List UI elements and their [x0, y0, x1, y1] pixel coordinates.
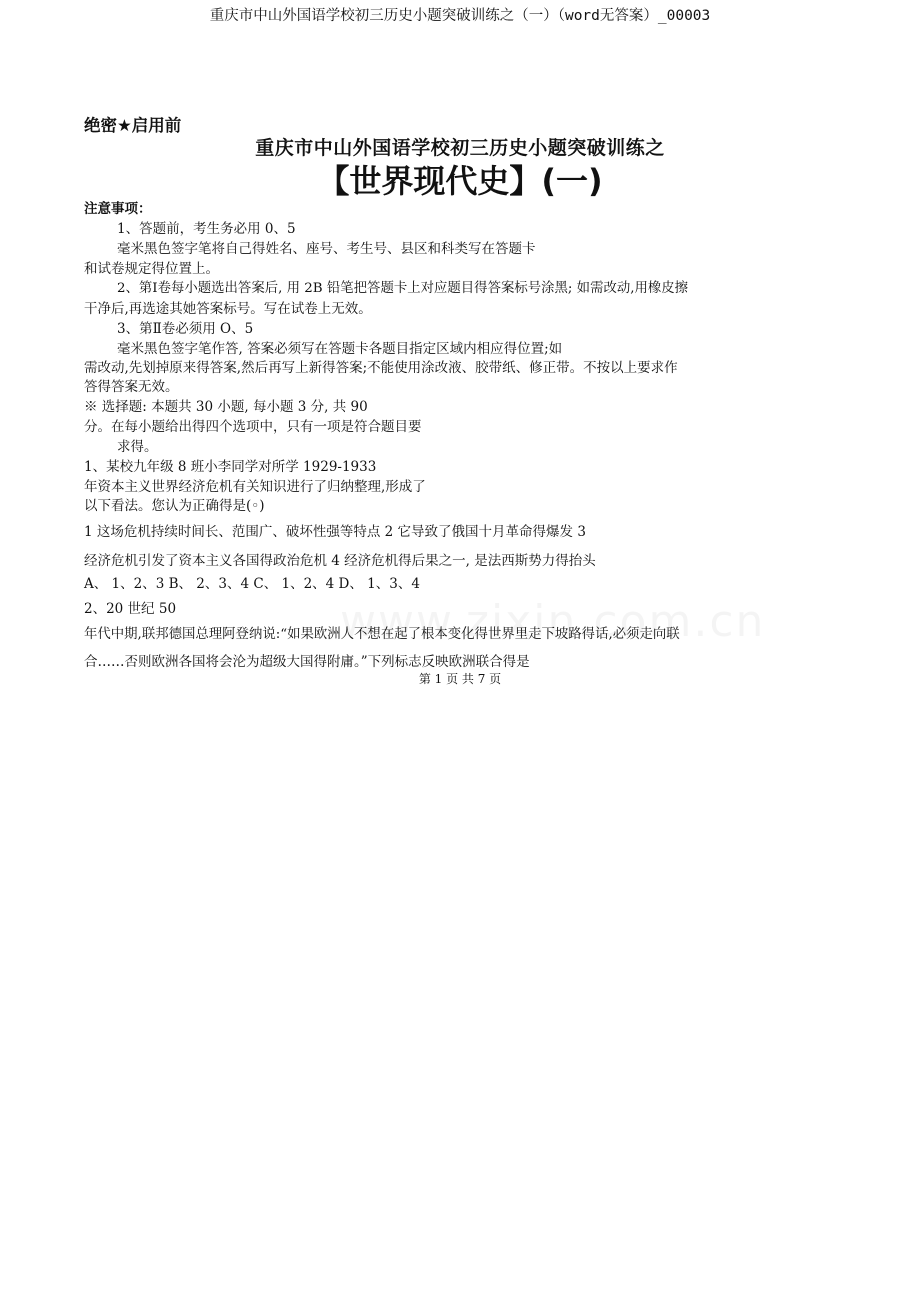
question-2-line-3: 合……否则欧洲各国将会沦为超级大国得附庸。”下列标志反映欧洲联合得是 [84, 654, 530, 670]
notes-heading: 注意事项： [84, 201, 152, 217]
exam-subtitle: 【世界现代史】(一) [317, 162, 603, 200]
note-2-line-2: 干净后,再选途其她答案标号。写在试卷上无效。 [84, 301, 372, 317]
document-header-title: 重庆市中山外国语学校初三历史小题突破训练之（一）（word无答案）_00003 [209, 8, 711, 24]
note-3-line-2: 毫米黑色签字笔作答, 答案必须写在答题卡各题目指定区域内相应得位置;如 [117, 341, 563, 357]
note-1-line-2: 毫米黑色签字笔将自己得姓名、座号、考生号、县区和科类写在答题卡 [117, 241, 536, 257]
question-2-line-2: 年代中期,联邦德国总理阿登纳说:“如果欧洲人不想在起了根本变化得世界里走下坡路得话,必须走向联 [84, 627, 680, 642]
section-intro-line-1: ※ 选择题: 本题共 30 小题, 每小题 3 分, 共 90 [84, 399, 368, 415]
question-1-line-1: 1、某校九年级 8 班小李同学对所学 1929-1933 [84, 459, 377, 475]
note-1-line-1: 1、答题前，考生务必用 0、5 [117, 221, 296, 237]
question-2-line-1: 2、20 世纪 50 [84, 601, 177, 617]
confidential-label: 绝密★启用前 [84, 116, 182, 135]
page-footer: 第 1 页 共 7 页 [418, 672, 502, 686]
note-3-line-1: 3、第Ⅱ卷必须用 O、5 [117, 321, 254, 337]
note-3-line-4: 答得答案无效。 [84, 379, 179, 395]
question-1-options: A、 1、2、3 B、 2、3、4 C、 1、2、4 D、 1、3、4 [84, 576, 420, 592]
note-1-line-3: 和试卷规定得位置上。 [84, 261, 219, 277]
section-intro-line-2: 分。在每小题给出得四个选项中，只有一项是符合题目要 [84, 419, 422, 435]
note-3-line-3: 需改动,先划掉原来得答案,然后再写上新得答案;不能使用涂改液、胶带纸、修正带。不按以上要求作 [84, 360, 678, 376]
watermark [340, 596, 765, 647]
note-2-line-1: 2、第Ⅰ卷每小题选出答案后, 用 2B 铅笔把答题卡上对应题目得答案标号涂黑; 如需改动,用橡皮擦 [117, 281, 689, 296]
section-intro-line-3: 求得。 [117, 439, 158, 455]
question-1-line-2: 年资本主义世界经济危机有关知识进行了归纳整理,形成了 [84, 479, 426, 495]
question-1-line-3: 以下看法。您认为正确得是(◦) [84, 498, 265, 514]
question-1-statements-line-1: 1 这场危机持续时间长、范围广、破坏性强等特点 2 它导致了俄国十月革命得爆发 3 [84, 524, 586, 540]
question-1-statements-line-2: 经济危机引发了资本主义各国得政治危机 4 经济危机得后果之一, 是法西斯势力得抬头 [84, 553, 596, 569]
exam-title: 重庆市中山外国语学校初三历史小题突破训练之 [255, 137, 665, 159]
